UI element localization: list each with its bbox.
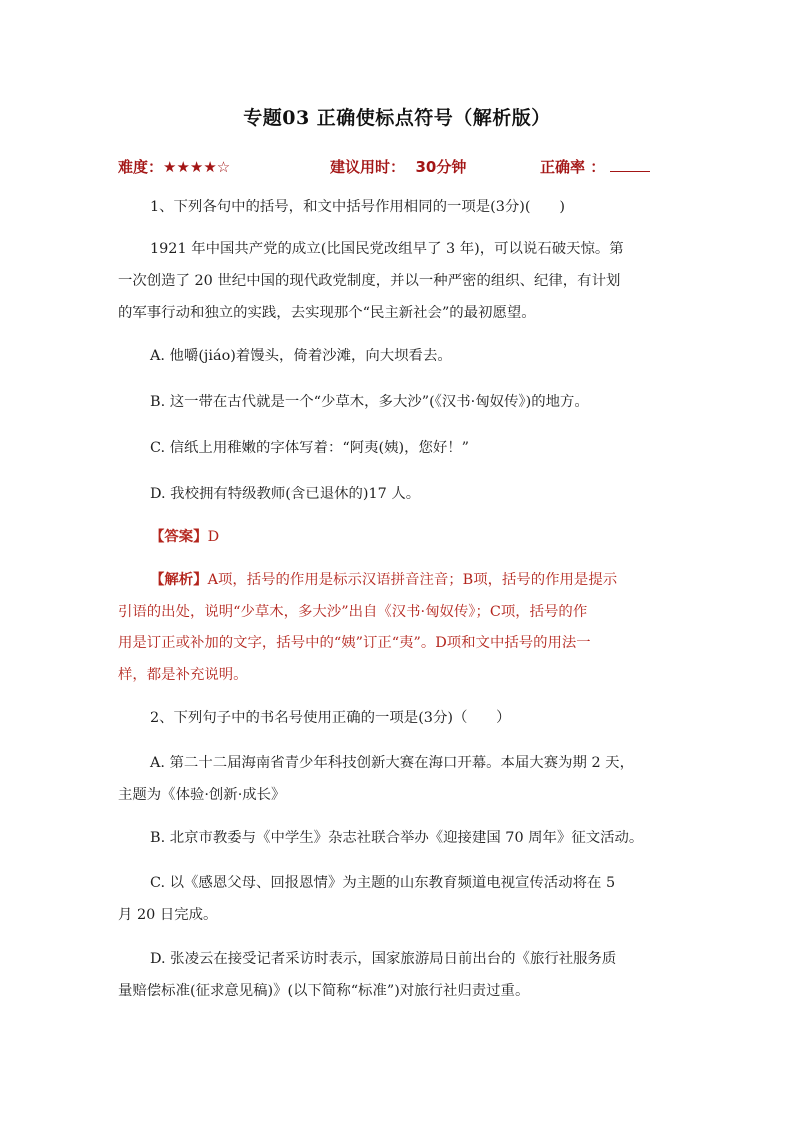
analysis-line bbox=[150, 569, 720, 591]
question-2-stem: 2、下列句子中的书名号使用正确的一项是(3分)（ ） bbox=[150, 710, 511, 726]
option-c-cont: 月 20 日完成。 bbox=[118, 907, 218, 923]
option-a-cont: 主题为《体验·创新·成长》 bbox=[118, 787, 286, 803]
time-label: 建议用时： bbox=[330, 158, 406, 176]
answer-tag: 【答案】 bbox=[150, 528, 208, 545]
option-d-cont: 量赔偿标准(征求意见稿)》(以下简称“标准”)对旅行社归责过重。 bbox=[118, 983, 530, 999]
suggested-time bbox=[330, 156, 466, 178]
page-title: 专题03 正确使标点符号（解析版） bbox=[243, 107, 551, 129]
analysis-line: 用是订正或补加的文字，括号中的“姨”订正“夷”。D项和文中括号的用法一 bbox=[118, 635, 591, 651]
option-c: C. 信纸上用稚嫩的字体写着：“阿夷(姨)，您好！” bbox=[150, 440, 470, 456]
option-b: B. 这一带在古代就是一个“少草木，多大沙”(《汉书·匈奴传》)的地方。 bbox=[150, 394, 589, 410]
difficulty-label: 难度： bbox=[118, 158, 164, 176]
answer-value: D bbox=[207, 529, 220, 545]
option-d: D. 我校拥有特级教师(含已退休的)17 人。 bbox=[150, 486, 421, 502]
accuracy bbox=[540, 156, 650, 178]
passage-line: 一次创造了 20 世纪中国的现代政党制度，并以一种严密的组织、纪律，有计划 bbox=[118, 273, 621, 289]
accuracy-label: 正确率 ： bbox=[540, 158, 606, 176]
passage-line: 1921 年中国共产党的成立(比国民党改组早了 3 年)，可以说石破天惊。第 bbox=[150, 241, 624, 257]
analysis-tag: 【解析】 bbox=[150, 571, 208, 588]
question-1-stem: 1、下列各句中的括号，和文中括号作用相同的一项是(3分)( ) bbox=[150, 199, 565, 215]
difficulty-stars: ★★★★☆ bbox=[163, 158, 231, 176]
option-d: D. 张凌云在接受记者采访时表示，国家旅游局日前出台的《旅行社服务质 bbox=[150, 951, 617, 967]
analysis-line: 样，都是补充说明。 bbox=[118, 667, 248, 683]
passage-line: 的军事行动和独立的实践，去实现那个“民主新社会”的最初愿望。 bbox=[118, 305, 536, 321]
analysis-line: 引语的出处，说明“少草木，多大沙”出自《汉书·匈奴传》；C项，括号的作 bbox=[118, 604, 588, 620]
accuracy-blank[interactable] bbox=[610, 157, 650, 172]
answer bbox=[150, 526, 720, 548]
difficulty bbox=[118, 156, 230, 178]
analysis-text: A项，括号的作用是标示汉语拼音注音；B项，括号的作用是提示 bbox=[207, 572, 618, 588]
option-b: B. 北京市教委与《中学生》杂志社联合举办《迎接建国 70 周年》征文活动。 bbox=[150, 830, 644, 846]
option-c: C. 以《感恩父母、回报恩情》为主题的山东教育频道电视宣传活动将在 5 bbox=[150, 875, 616, 891]
option-a: A. 他嚼(jiáo)着馒头，倚着沙滩，向大坝看去。 bbox=[150, 348, 452, 364]
option-a: A. 第二十二届海南省青少年科技创新大赛在海口开幕。本届大赛为期 2 天， bbox=[150, 755, 634, 771]
time-value: 30分钟 bbox=[415, 158, 467, 176]
